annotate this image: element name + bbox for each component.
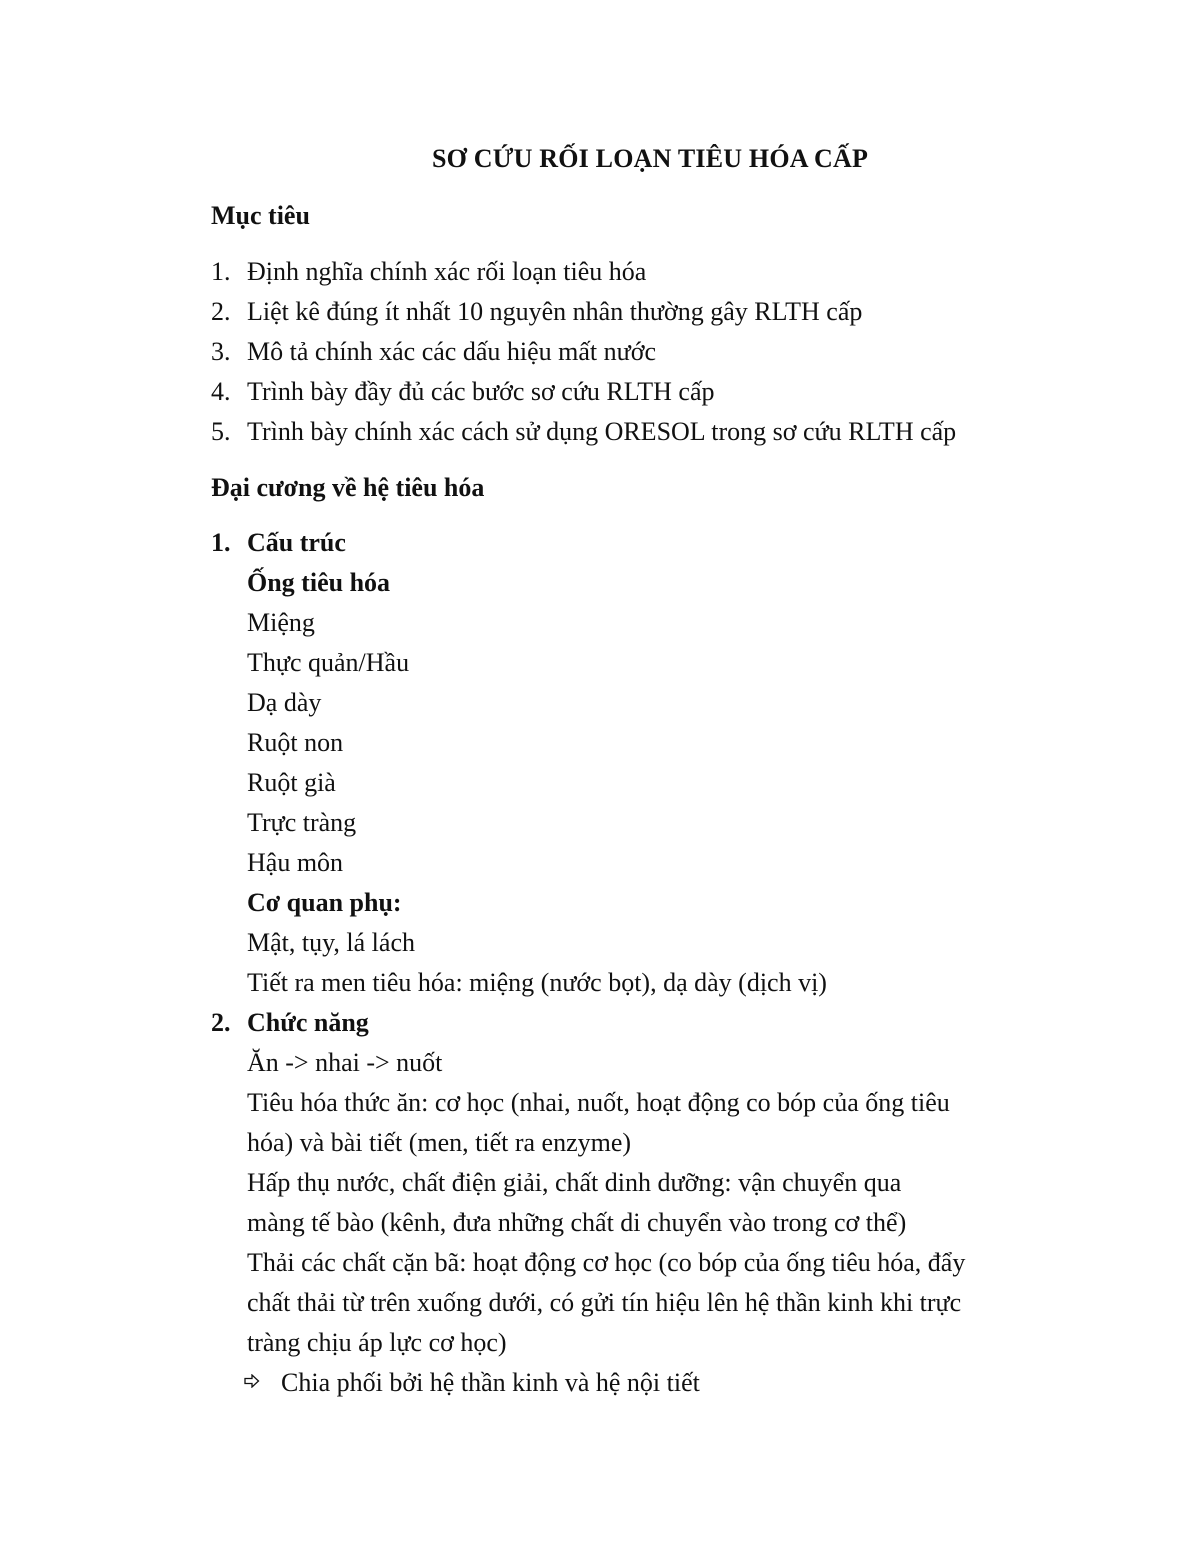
objective-number: 3. xyxy=(211,337,231,366)
objective-item: Định nghĩa chính xác rối loạn tiêu hóa xyxy=(247,257,647,286)
objective-number: 4. xyxy=(211,377,231,406)
structure-heading: Cấu trúc xyxy=(247,528,346,557)
objective-item: Trình bày chính xác cách sử dụng ORESOL trong sơ cứu RLTH cấp xyxy=(247,417,957,446)
tract-item: Ruột non xyxy=(247,728,344,757)
function-line: hóa) và bài tiết (men, tiết ra enzyme) xyxy=(247,1128,632,1157)
tract-item: Trực tràng xyxy=(247,808,357,837)
objectives-heading: Mục tiêu xyxy=(211,201,310,230)
arrow-right-icon xyxy=(244,1372,260,1393)
function-line: màng tế bào (kênh, đưa những chất di chuyển vào trong cơ thể) xyxy=(247,1208,907,1237)
accessory-organs-heading: Cơ quan phụ: xyxy=(247,888,402,917)
objective-item: Trình bày đầy đủ các bước sơ cứu RLTH cấp xyxy=(247,377,715,406)
accessory-item: Tiết ra men tiêu hóa: miệng (nước bọt), dạ dày (dịch vị) xyxy=(247,968,827,997)
objective-number: 2. xyxy=(211,297,231,326)
tract-item: Ruột già xyxy=(247,768,336,797)
overview-heading: Đại cương về hệ tiêu hóa xyxy=(211,473,485,502)
objective-number: 1. xyxy=(211,257,231,286)
tract-item: Hậu môn xyxy=(247,848,344,877)
function-line: Hấp thụ nước, chất điện giải, chất dinh dưỡng: vận chuyển qua xyxy=(247,1168,902,1197)
structure-number: 1. xyxy=(211,528,231,557)
function-heading: Chức năng xyxy=(247,1008,369,1037)
function-number: 2. xyxy=(211,1008,231,1037)
function-line: Tiêu hóa thức ăn: cơ học (nhai, nuốt, hoạt động co bóp của ống tiêu xyxy=(247,1088,950,1117)
objective-number: 5. xyxy=(211,417,231,446)
digestive-tract-heading: Ống tiêu hóa xyxy=(247,568,391,597)
tract-item: Thực quản/Hầu xyxy=(247,648,410,677)
function-line: tràng chịu áp lực cơ học) xyxy=(247,1328,507,1357)
function-line: chất thải từ trên xuống dưới, có gửi tín hiệu lên hệ thần kinh khi trực xyxy=(247,1288,962,1317)
objective-item: Mô tả chính xác các dấu hiệu mất nước xyxy=(247,337,657,366)
function-conclusion: Chia phối bởi hệ thần kinh và hệ nội tiết xyxy=(281,1368,700,1397)
page-title: SƠ CỨU RỐI LOẠN TIÊU HÓA CẤP xyxy=(431,144,869,173)
function-line: Ăn -> nhai -> nuốt xyxy=(247,1048,443,1077)
objective-item: Liệt kê đúng ít nhất 10 nguyên nhân thường gây RLTH cấp xyxy=(247,297,863,326)
accessory-item: Mật, tụy, lá lách xyxy=(247,928,415,957)
function-line: Thải các chất cặn bã: hoạt động cơ học (co bóp của ống tiêu hóa, đẩy xyxy=(247,1248,966,1277)
tract-item: Miệng xyxy=(247,608,315,637)
tract-item: Dạ dày xyxy=(247,688,322,717)
